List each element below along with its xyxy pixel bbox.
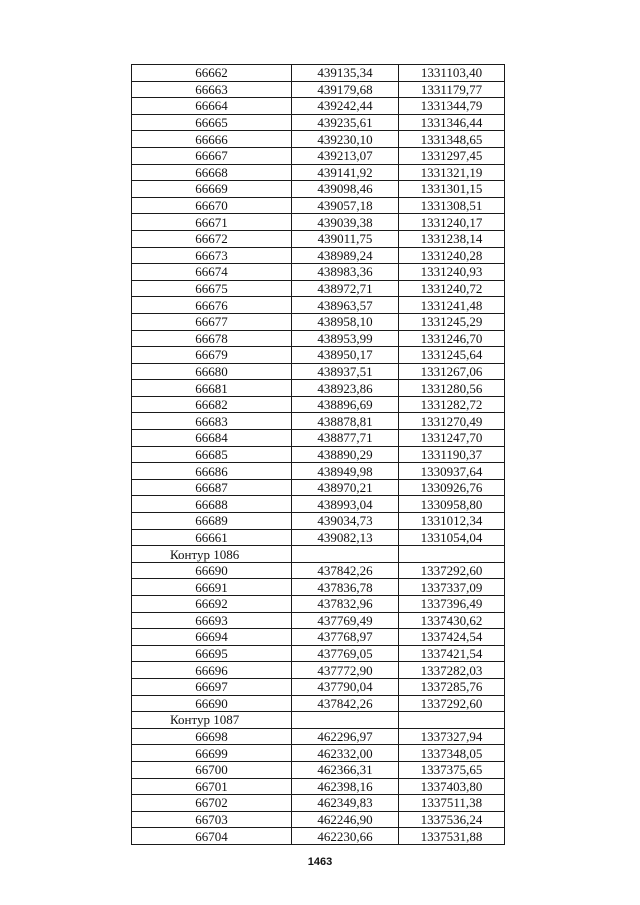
point-number-cell: 66701 — [132, 778, 292, 795]
point-number-cell: 66682 — [132, 396, 292, 413]
point-number-cell: 66690 — [132, 562, 292, 579]
point-number-cell: 66700 — [132, 761, 292, 778]
table-row — [132, 695, 505, 712]
y-coordinate-cell: 1331344,79 — [399, 98, 505, 115]
table-row — [132, 347, 505, 364]
table-row — [132, 264, 505, 281]
y-coordinate-cell: 1331103,40 — [399, 65, 505, 82]
x-coordinate-cell: 439213,07 — [292, 147, 399, 164]
table-row — [132, 131, 505, 148]
table-row — [132, 230, 505, 247]
x-coordinate-cell: 462246,90 — [292, 811, 399, 828]
x-coordinate-cell: 462349,83 — [292, 795, 399, 812]
x-coordinate-cell: 462332,00 — [292, 745, 399, 762]
x-coordinate-cell: 437769,05 — [292, 645, 399, 662]
table-row — [132, 496, 505, 513]
point-number-cell: 66698 — [132, 728, 292, 745]
table-row — [132, 645, 505, 662]
point-number-cell: 66683 — [132, 413, 292, 430]
table-row — [132, 313, 505, 330]
x-coordinate-cell: 438972,71 — [292, 280, 399, 297]
table-row — [132, 181, 505, 198]
table-row — [132, 330, 505, 347]
table-row — [132, 479, 505, 496]
table-row — [132, 98, 505, 115]
table-row — [132, 728, 505, 745]
y-coordinate-cell: 1337348,05 — [399, 745, 505, 762]
y-coordinate-cell: 1337327,94 — [399, 728, 505, 745]
x-coordinate-cell: 437772,90 — [292, 662, 399, 679]
x-coordinate-cell: 437768,97 — [292, 629, 399, 646]
point-number-cell: 66687 — [132, 479, 292, 496]
point-number-cell: 66670 — [132, 197, 292, 214]
y-coordinate-cell: 1331240,17 — [399, 214, 505, 231]
x-coordinate-cell: 438950,17 — [292, 347, 399, 364]
y-coordinate-cell: 1331245,29 — [399, 313, 505, 330]
table-row — [132, 513, 505, 530]
y-coordinate-cell: 1331241,48 — [399, 297, 505, 314]
table-row — [132, 662, 505, 679]
table-row — [132, 214, 505, 231]
table-row — [132, 678, 505, 695]
table-row — [132, 795, 505, 812]
y-coordinate-cell: 1337337,09 — [399, 579, 505, 596]
y-coordinate-cell: 1331240,28 — [399, 247, 505, 264]
x-coordinate-cell: 439011,75 — [292, 230, 399, 247]
y-coordinate-cell: 1331190,37 — [399, 446, 505, 463]
point-number-cell: 66697 — [132, 678, 292, 695]
empty-cell — [399, 712, 505, 729]
table-row — [132, 463, 505, 480]
contour-label: Контур 1086 — [132, 546, 292, 563]
point-number-cell: 66695 — [132, 645, 292, 662]
point-number-cell: 66664 — [132, 98, 292, 115]
point-number-cell: 66681 — [132, 380, 292, 397]
table-row — [132, 828, 505, 845]
x-coordinate-cell: 439179,68 — [292, 81, 399, 98]
y-coordinate-cell: 1331308,51 — [399, 197, 505, 214]
y-coordinate-cell: 1331282,72 — [399, 396, 505, 413]
y-coordinate-cell: 1330958,80 — [399, 496, 505, 513]
point-number-cell: 66668 — [132, 164, 292, 181]
table-row — [132, 529, 505, 546]
point-number-cell: 66669 — [132, 181, 292, 198]
y-coordinate-cell: 1330937,64 — [399, 463, 505, 480]
table-row — [132, 612, 505, 629]
y-coordinate-cell: 1330926,76 — [399, 479, 505, 496]
x-coordinate-cell: 439235,61 — [292, 114, 399, 131]
x-coordinate-cell: 437790,04 — [292, 678, 399, 695]
x-coordinate-cell: 462230,66 — [292, 828, 399, 845]
coordinates-table — [131, 64, 505, 845]
point-number-cell: 66661 — [132, 529, 292, 546]
page-number: 1463 — [307, 856, 333, 868]
y-coordinate-cell: 1337536,24 — [399, 811, 505, 828]
x-coordinate-cell: 438993,04 — [292, 496, 399, 513]
table-row — [132, 596, 505, 613]
y-coordinate-cell: 1331012,34 — [399, 513, 505, 530]
point-number-cell: 66686 — [132, 463, 292, 480]
y-coordinate-cell: 1337396,49 — [399, 596, 505, 613]
point-number-cell: 66704 — [132, 828, 292, 845]
y-coordinate-cell: 1337424,54 — [399, 629, 505, 646]
coordinates-table-body — [132, 65, 505, 845]
x-coordinate-cell: 437842,26 — [292, 562, 399, 579]
x-coordinate-cell: 437842,26 — [292, 695, 399, 712]
point-number-cell: 66663 — [132, 81, 292, 98]
x-coordinate-cell: 439230,10 — [292, 131, 399, 148]
table-row — [132, 164, 505, 181]
table-row — [132, 65, 505, 82]
point-number-cell: 66684 — [132, 430, 292, 447]
empty-cell — [399, 546, 505, 563]
y-coordinate-cell: 1337292,60 — [399, 695, 505, 712]
table-row — [132, 81, 505, 98]
table-row — [132, 811, 505, 828]
contour-label: Контур 1087 — [132, 712, 292, 729]
point-number-cell: 66678 — [132, 330, 292, 347]
point-number-cell: 66689 — [132, 513, 292, 530]
y-coordinate-cell: 1331348,65 — [399, 131, 505, 148]
y-coordinate-cell: 1337430,62 — [399, 612, 505, 629]
point-number-cell: 66693 — [132, 612, 292, 629]
table-row — [132, 745, 505, 762]
table-row — [132, 629, 505, 646]
x-coordinate-cell: 462398,16 — [292, 778, 399, 795]
x-coordinate-cell: 437832,96 — [292, 596, 399, 613]
table-row — [132, 197, 505, 214]
table-row — [132, 430, 505, 447]
x-coordinate-cell: 439039,38 — [292, 214, 399, 231]
point-number-cell: 66692 — [132, 596, 292, 613]
x-coordinate-cell: 439034,73 — [292, 513, 399, 530]
x-coordinate-cell: 438878,81 — [292, 413, 399, 430]
point-number-cell: 66662 — [132, 65, 292, 82]
y-coordinate-cell: 1331054,04 — [399, 529, 505, 546]
y-coordinate-cell: 1331267,06 — [399, 363, 505, 380]
point-number-cell: 66666 — [132, 131, 292, 148]
table-row — [132, 761, 505, 778]
point-number-cell: 66696 — [132, 662, 292, 679]
y-coordinate-cell: 1331321,19 — [399, 164, 505, 181]
empty-cell — [292, 546, 399, 563]
x-coordinate-cell: 439141,92 — [292, 164, 399, 181]
point-number-cell: 66703 — [132, 811, 292, 828]
x-coordinate-cell: 438949,98 — [292, 463, 399, 480]
table-row — [132, 114, 505, 131]
point-number-cell: 66665 — [132, 114, 292, 131]
table-row — [132, 247, 505, 264]
empty-cell — [292, 712, 399, 729]
x-coordinate-cell: 439135,34 — [292, 65, 399, 82]
point-number-cell: 66671 — [132, 214, 292, 231]
x-coordinate-cell: 438877,71 — [292, 430, 399, 447]
y-coordinate-cell: 1331270,49 — [399, 413, 505, 430]
y-coordinate-cell: 1337531,88 — [399, 828, 505, 845]
table-row — [132, 297, 505, 314]
table-row — [132, 380, 505, 397]
point-number-cell: 66702 — [132, 795, 292, 812]
x-coordinate-cell: 439098,46 — [292, 181, 399, 198]
y-coordinate-cell: 1337282,03 — [399, 662, 505, 679]
table-row — [132, 147, 505, 164]
point-number-cell: 66685 — [132, 446, 292, 463]
contour-header-row — [132, 712, 505, 729]
point-number-cell: 66679 — [132, 347, 292, 364]
y-coordinate-cell: 1331240,93 — [399, 264, 505, 281]
x-coordinate-cell: 438970,21 — [292, 479, 399, 496]
x-coordinate-cell: 437836,78 — [292, 579, 399, 596]
point-number-cell: 66694 — [132, 629, 292, 646]
y-coordinate-cell: 1331280,56 — [399, 380, 505, 397]
point-number-cell: 66680 — [132, 363, 292, 380]
point-number-cell: 66673 — [132, 247, 292, 264]
x-coordinate-cell: 438958,10 — [292, 313, 399, 330]
point-number-cell: 66676 — [132, 297, 292, 314]
y-coordinate-cell: 1331247,70 — [399, 430, 505, 447]
y-coordinate-cell: 1331346,44 — [399, 114, 505, 131]
y-coordinate-cell: 1337375,65 — [399, 761, 505, 778]
y-coordinate-cell: 1331240,72 — [399, 280, 505, 297]
point-number-cell: 66667 — [132, 147, 292, 164]
y-coordinate-cell: 1331297,45 — [399, 147, 505, 164]
y-coordinate-cell: 1331246,70 — [399, 330, 505, 347]
contour-header-row — [132, 546, 505, 563]
y-coordinate-cell: 1337292,60 — [399, 562, 505, 579]
table-row — [132, 413, 505, 430]
x-coordinate-cell: 438937,51 — [292, 363, 399, 380]
x-coordinate-cell: 438989,24 — [292, 247, 399, 264]
point-number-cell: 66675 — [132, 280, 292, 297]
y-coordinate-cell: 1331301,15 — [399, 181, 505, 198]
point-number-cell: 66699 — [132, 745, 292, 762]
x-coordinate-cell: 438923,86 — [292, 380, 399, 397]
y-coordinate-cell: 1337511,38 — [399, 795, 505, 812]
y-coordinate-cell: 1331238,14 — [399, 230, 505, 247]
table-row — [132, 778, 505, 795]
x-coordinate-cell: 438963,57 — [292, 297, 399, 314]
x-coordinate-cell: 438953,99 — [292, 330, 399, 347]
x-coordinate-cell: 437769,49 — [292, 612, 399, 629]
x-coordinate-cell: 439242,44 — [292, 98, 399, 115]
x-coordinate-cell: 462366,31 — [292, 761, 399, 778]
x-coordinate-cell: 438890,29 — [292, 446, 399, 463]
table-row — [132, 579, 505, 596]
point-number-cell: 66690 — [132, 695, 292, 712]
y-coordinate-cell: 1331179,77 — [399, 81, 505, 98]
x-coordinate-cell: 438896,69 — [292, 396, 399, 413]
point-number-cell: 66672 — [132, 230, 292, 247]
point-number-cell: 66674 — [132, 264, 292, 281]
table-row — [132, 280, 505, 297]
y-coordinate-cell: 1331245,64 — [399, 347, 505, 364]
point-number-cell: 66677 — [132, 313, 292, 330]
y-coordinate-cell: 1337285,76 — [399, 678, 505, 695]
y-coordinate-cell: 1337421,54 — [399, 645, 505, 662]
table-row — [132, 396, 505, 413]
x-coordinate-cell: 462296,97 — [292, 728, 399, 745]
table-row — [132, 363, 505, 380]
y-coordinate-cell: 1337403,80 — [399, 778, 505, 795]
x-coordinate-cell: 438983,36 — [292, 264, 399, 281]
point-number-cell: 66688 — [132, 496, 292, 513]
table-row — [132, 562, 505, 579]
x-coordinate-cell: 439082,13 — [292, 529, 399, 546]
table-row — [132, 446, 505, 463]
x-coordinate-cell: 439057,18 — [292, 197, 399, 214]
point-number-cell: 66691 — [132, 579, 292, 596]
